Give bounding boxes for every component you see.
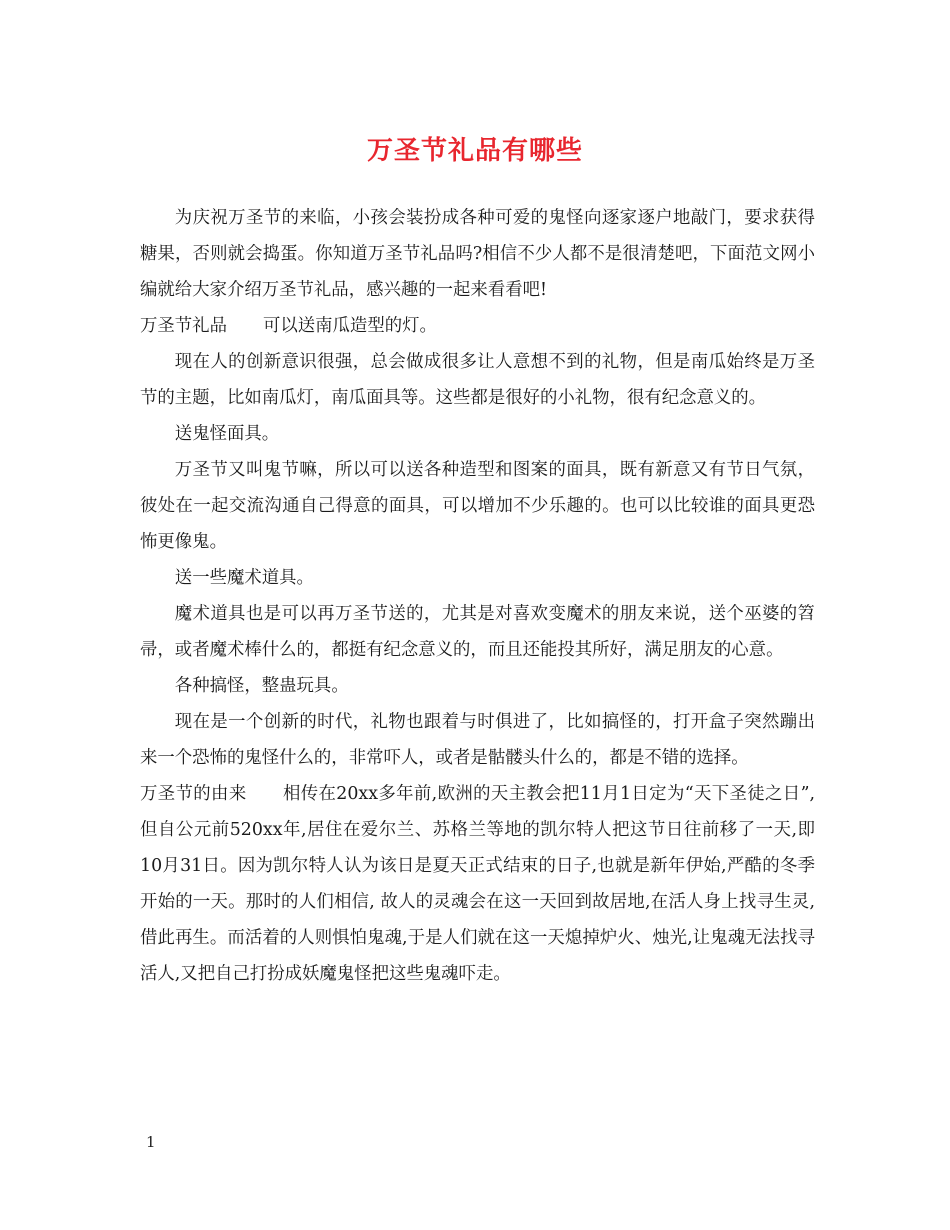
document-body	[140, 200, 815, 992]
paragraph-mask: 万圣节又叫鬼节嘛，所以可以送各种造型和图案的面具，既有新意又有节日气氛，彼处在一起交流沟通自己得意的面具，可以增加不少乐趣的。也可以比较谁的面具更恐怖更像鬼。	[140, 460, 815, 552]
section-heading-gifts: 万圣节礼品	[140, 316, 227, 336]
paragraph-section-origin	[140, 776, 815, 992]
paragraph-toy: 现在是一个创新的时代，礼物也跟着与时俱进了，比如搞怪的，打开盒子突然蹦出来一个恐怖的鬼怪什么的，非常吓人，或者是骷髅头什么的，都是不错的选择。	[140, 712, 815, 768]
page-number: 1	[146, 1133, 156, 1151]
page-title: 万圣节礼品有哪些	[366, 136, 583, 166]
paragraph-toy-heading: 各种搞怪，整蛊玩具。	[174, 676, 349, 696]
paragraph-mask-heading: 送鬼怪面具。	[174, 424, 280, 444]
section-text-origin: 相传在20xx多年前,欧洲的天主教会把11月1日定为“天下圣徒之日”,但自公元前520xx年,居住在爱尔兰、苏格兰等地的凯尔特人把这节日往前移了一天,即10月31日。因为凯尔特人认为该日是夏天正式结束的日子,也就是新年伊始,严酷的冬季开始的一天。那时的人们相信, 故人的灵魂会在这一天回到故居地,在活人身上找寻生灵,借此再生。而活着的人则惧怕鬼魂,于是人们就在这一天熄掉炉火、烛光,让鬼魂无法找寻活人,又把自己打扮成妖魔鬼怪把这些鬼魂吓走。	[140, 784, 815, 984]
section-text-gifts: 可以送南瓜造型的灯。	[262, 316, 437, 336]
paragraph-magic: 魔术道具也是可以再万圣节送的，尤其是对喜欢变魔术的朋友来说，送个巫婆的笤帚，或者魔术棒什么的，都挺有纪念意义的，而且还能投其所好，满足朋友的心意。	[140, 604, 815, 660]
paragraph-section-gifts	[140, 308, 815, 344]
paragraph-intro: 为庆祝万圣节的来临，小孩会装扮成各种可爱的鬼怪向逐家逐户地敲门，要求获得糖果，否则就会捣蛋。你知道万圣节礼品吗?相信不少人都不是很清楚吧，下面范文网小编就给大家介绍万圣节礼品，感兴趣的一起来看看吧!	[140, 208, 815, 300]
paragraph-pumpkin: 现在人的创新意识很强，总会做成很多让人意想不到的礼物，但是南瓜始终是万圣节的主题，比如南瓜灯，南瓜面具等。这些都是很好的小礼物，很有纪念意义的。	[140, 352, 815, 408]
paragraph-magic-heading: 送一些魔术道具。	[174, 568, 314, 588]
section-heading-origin: 万圣节的由来	[140, 784, 247, 804]
